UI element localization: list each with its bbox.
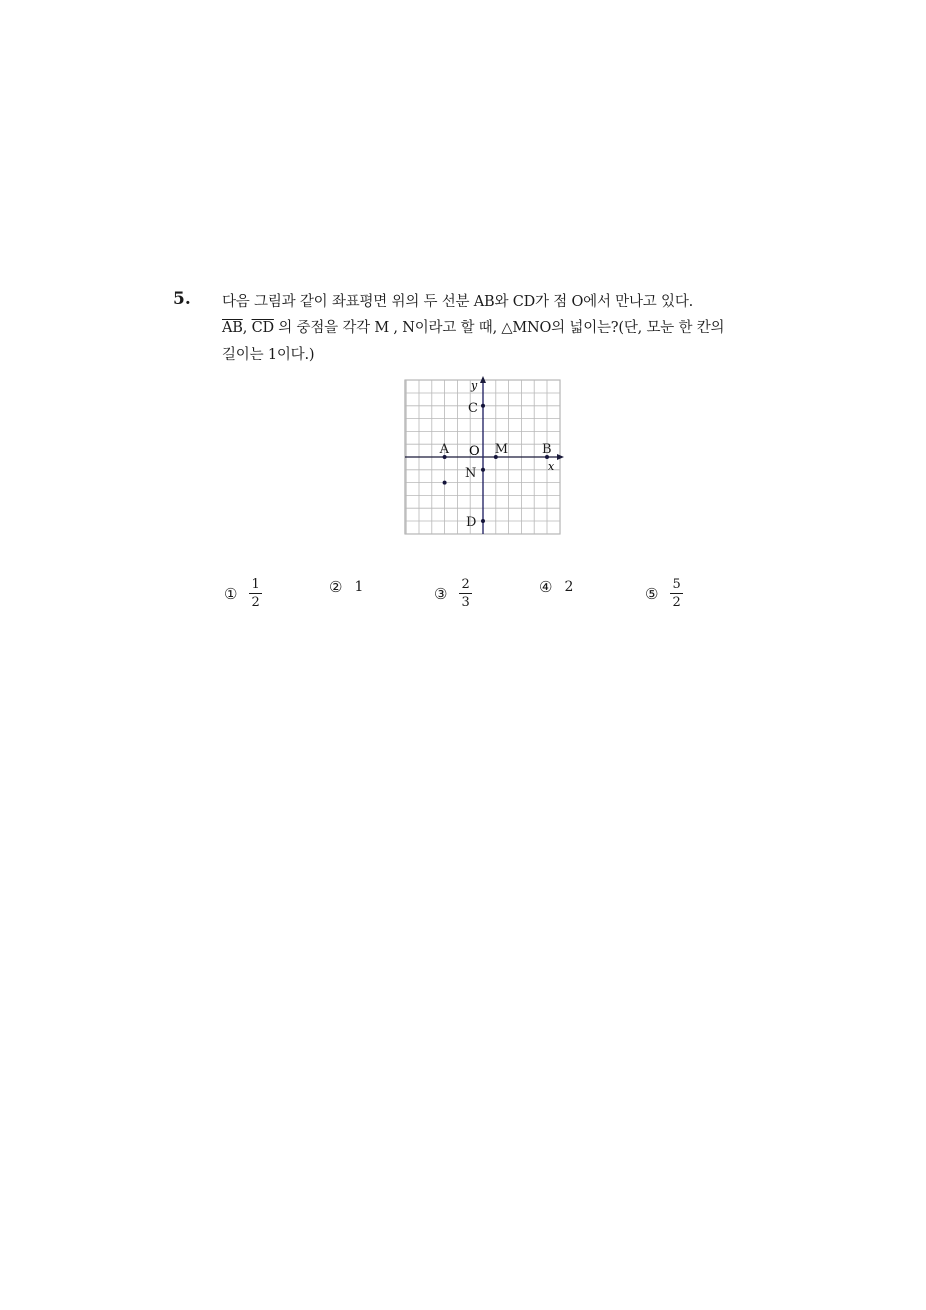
origin-label: O — [469, 444, 480, 459]
coordinate-grid-figure — [395, 374, 575, 544]
point-unlabeled — [443, 481, 447, 485]
choice-number: ⑤ — [645, 584, 659, 603]
choice-value: 1 — [354, 579, 364, 595]
choice-fraction: $\frac{5}{2}$ — [672, 577, 681, 610]
choice-fraction: $\frac{1}{2}$ — [251, 577, 260, 610]
choice-fraction: $\frac{2}{3}$ — [461, 577, 470, 610]
point-label-n: N — [465, 465, 477, 481]
point-c — [481, 404, 485, 408]
point-label-m: M — [494, 442, 509, 457]
x-axis-label: x — [548, 460, 555, 473]
axes — [405, 376, 564, 534]
point-label-d: D — [466, 515, 477, 530]
choice-5[interactable] — [645, 578, 683, 609]
segment-ab: $\overline{AB}$ — [222, 320, 243, 336]
choice-2[interactable] — [329, 578, 363, 596]
choice-number: ③ — [434, 584, 448, 603]
choice-value: 2 — [564, 579, 574, 595]
choice-3[interactable] — [434, 578, 472, 609]
choice-number: ② — [329, 578, 343, 596]
choice-1[interactable] — [224, 578, 262, 609]
separator: , — [242, 320, 252, 336]
point-label-b: B — [542, 442, 552, 457]
choice-number: ① — [224, 584, 238, 603]
choice-4[interactable] — [539, 578, 573, 596]
point-label-a: A — [439, 442, 449, 457]
question-line-2 — [222, 316, 724, 337]
question-line-3: 길이는 1이다.) — [222, 347, 315, 363]
y-axis-label: y — [471, 379, 478, 392]
segment-cd: $\overline{CD}$ — [251, 320, 274, 336]
choice-number: ④ — [539, 578, 553, 596]
points — [439, 401, 552, 530]
question-line-1: 다음 그림과 같이 좌표평면 위의 두 선분 AB와 CD가 점 O에서 만나고 있다. — [222, 294, 694, 310]
problem-number: 5. — [173, 289, 191, 309]
point-n — [481, 468, 485, 472]
point-label-c: C — [468, 400, 478, 416]
point-d — [481, 519, 485, 523]
question-line-2-rest: 의 중점을 각각 M , N이라고 할 때, △MNO의 넓이는?(단, 모눈 한 칸의 — [273, 320, 725, 336]
